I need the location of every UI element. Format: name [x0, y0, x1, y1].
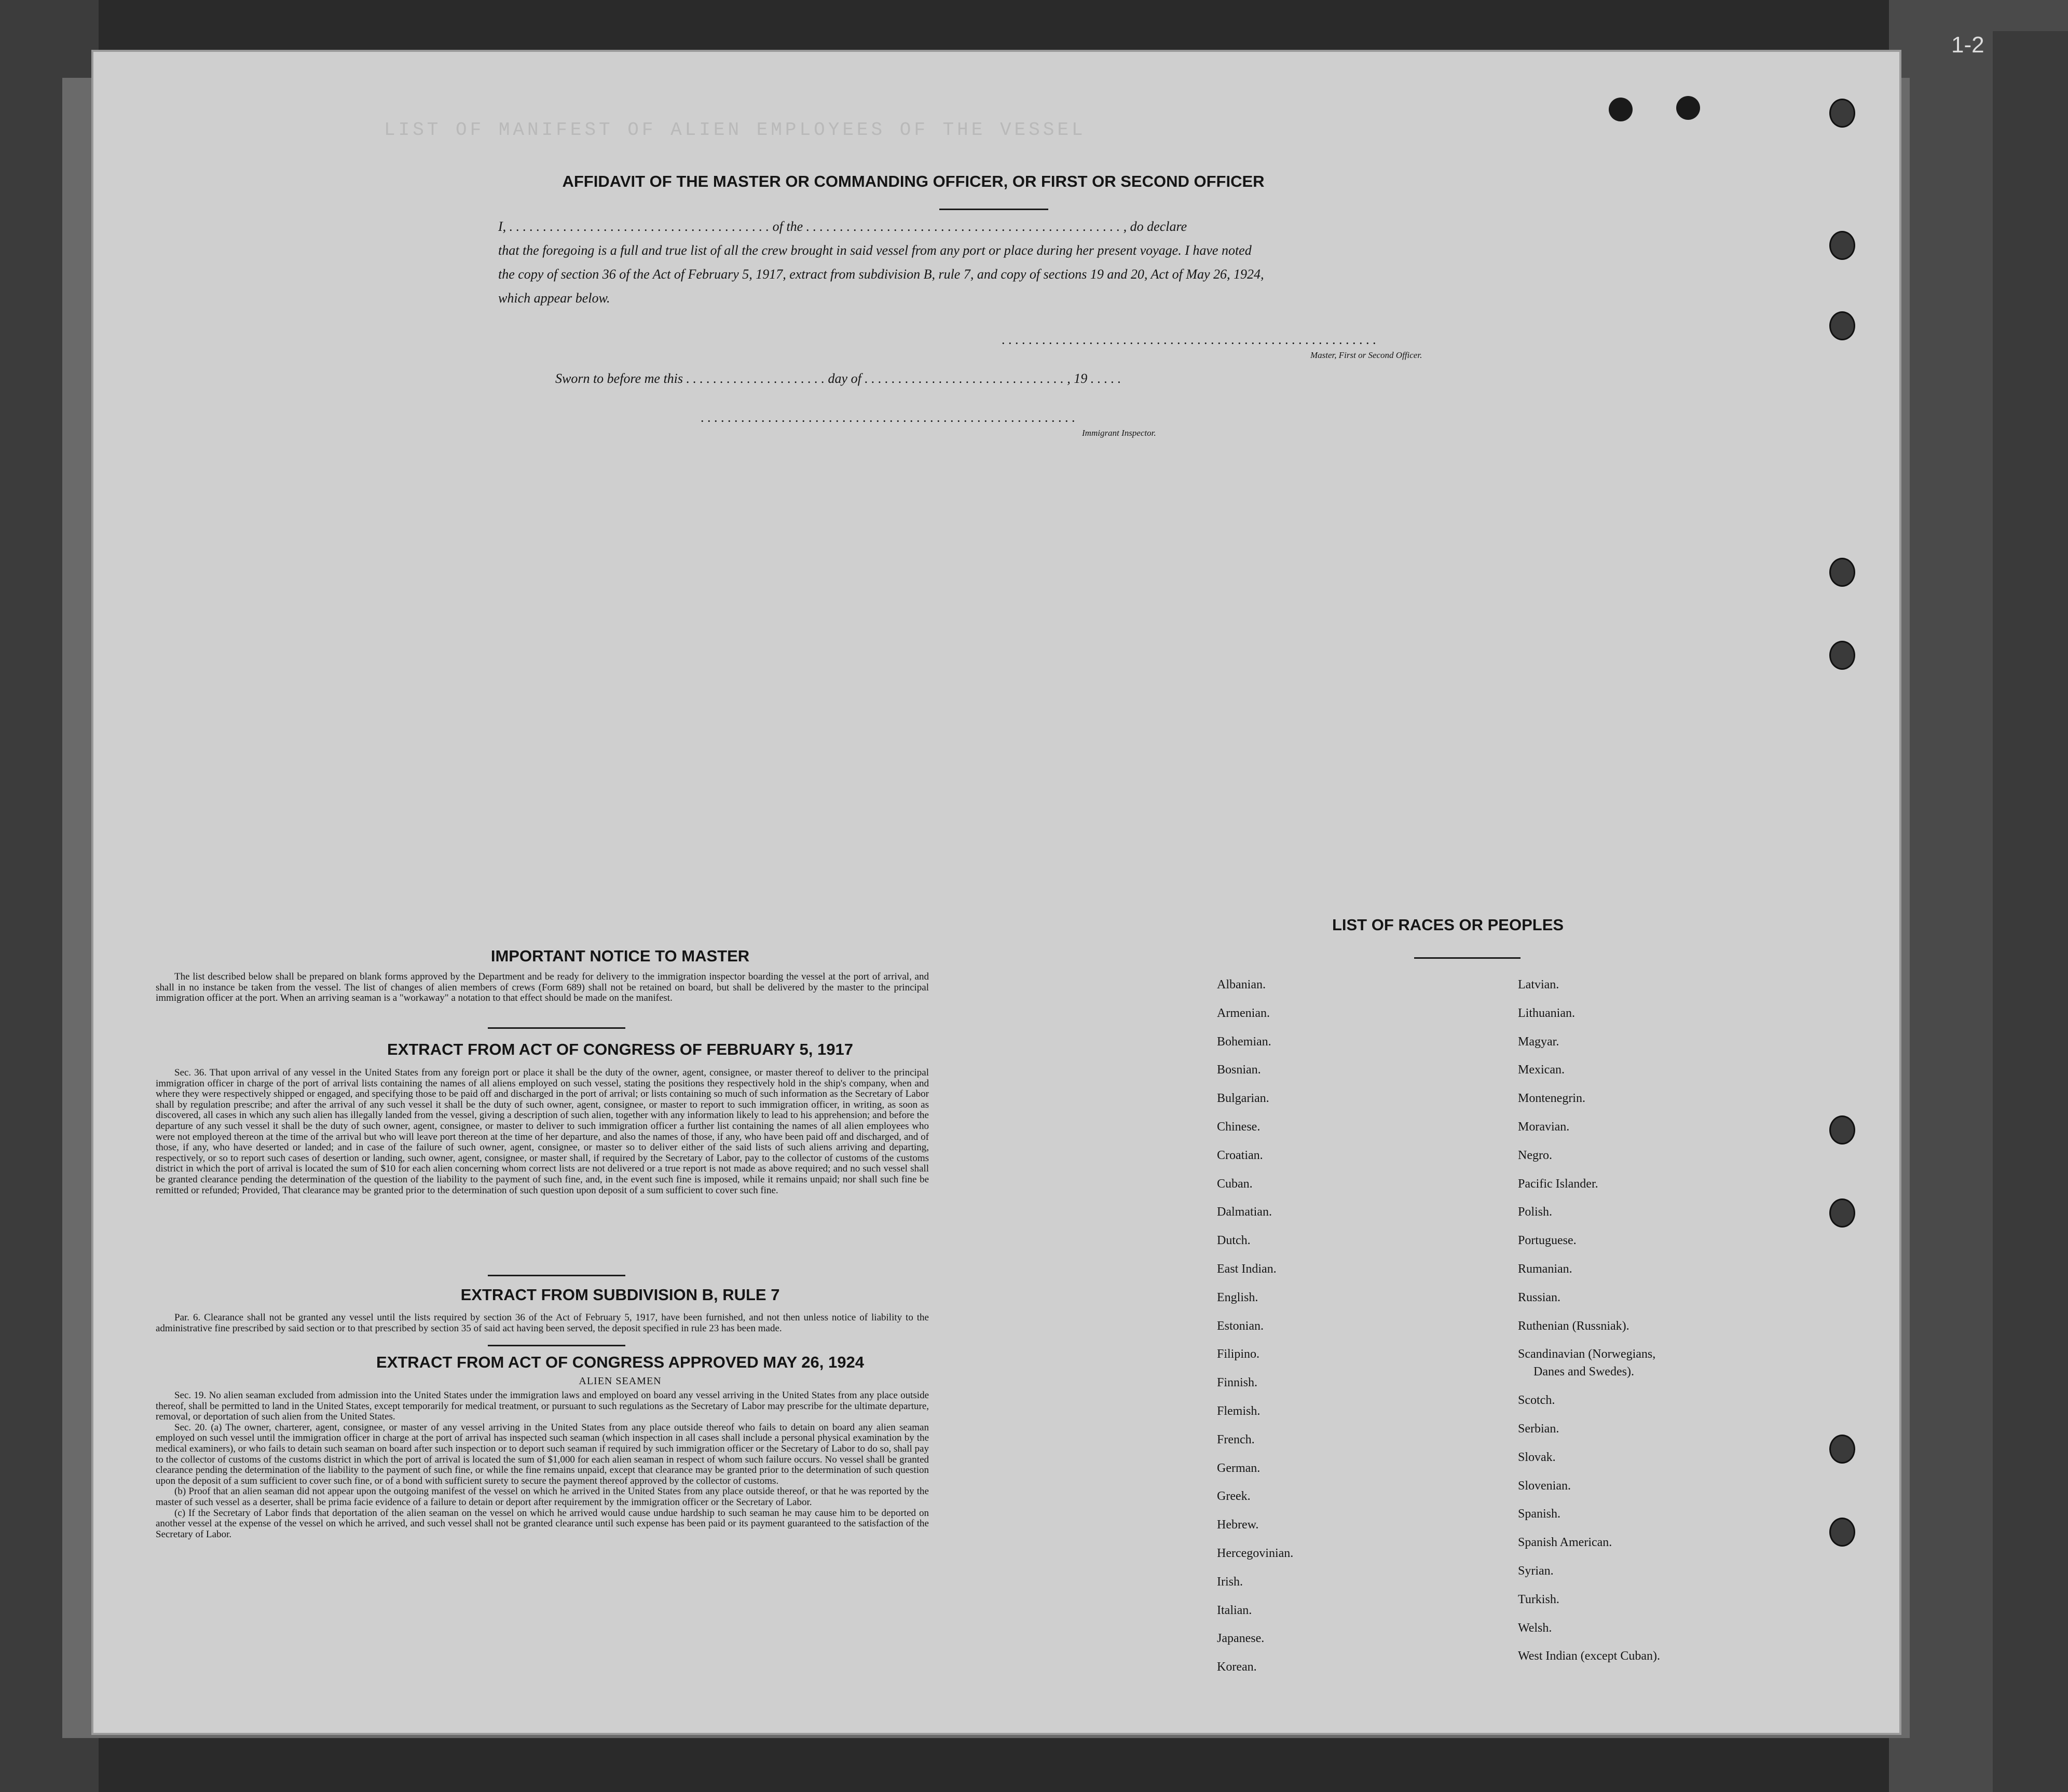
binder-hole [1829, 311, 1855, 340]
race-item: Estonian. [1217, 1319, 1264, 1333]
race-item: Dutch. [1217, 1234, 1251, 1248]
race-item: Chinese. [1217, 1120, 1261, 1134]
inspector-signature-label: Immigrant Inspector. [1082, 428, 1156, 438]
affidavit-title: AFFIDAVIT OF THE MASTER OR COMMANDING OFFICER, OR FIRST OR SECOND OFFICER [562, 172, 1265, 190]
sworn-line: Sworn to before me this . . . . . . . . . . . . . . . . . . . . . day of . . . . . . . . . . . . . . . . . . . . . . . . . . . . . . , 19 . . . . . [555, 371, 1121, 386]
scan-right-binder [1993, 31, 2068, 1792]
race-item: Scotch. [1518, 1394, 1555, 1408]
section-rule [488, 1345, 625, 1346]
races-rule [1414, 957, 1521, 959]
race-item: Flemish. [1217, 1404, 1261, 1418]
race-item: Ruthenian (Russniak). [1518, 1319, 1629, 1333]
inspector-signature-line: . . . . . . . . . . . . . . . . . . . . . . . . . . . . . . . . . . . . . . . . . . . . . . . . . . . . . . . . [701, 410, 1075, 425]
punch-hole [1609, 98, 1633, 121]
race-item: Serbian. [1518, 1422, 1559, 1436]
race-item: Greek. [1217, 1490, 1251, 1504]
race-item: Slovak. [1518, 1450, 1556, 1464]
affidavit-line3: the copy of section 36 of the Act of February 5, 1917, extract from subdivision B, rule 7, and copy of sections 19 and 20, Act of May 26, 1924, [498, 267, 1264, 282]
race-item: Finnish. [1217, 1376, 1258, 1390]
binder-hole [1829, 558, 1855, 587]
race-item: Welsh. [1518, 1621, 1552, 1635]
race-item: Italian. [1217, 1603, 1252, 1617]
master-signature-label: Master, First or Second Officer. [1310, 350, 1422, 360]
race-item: Magyar. [1518, 1035, 1559, 1049]
binder-hole [1829, 231, 1855, 260]
race-item: Polish. [1518, 1205, 1553, 1219]
extract-1924-text [156, 1390, 929, 1540]
race-item: Lithuanian. [1518, 1006, 1575, 1020]
binder-hole [1829, 1115, 1855, 1145]
race-item: Bosnian. [1217, 1063, 1261, 1077]
manifest-page [93, 52, 1899, 1733]
binder-hole [1829, 99, 1855, 128]
extract-1917-text: Sec. 36. That upon arrival of any vessel in the United States from any foreign port or place it shall be the duty of the owner, agent, consignee, or master thereof to deliver to the principal immigration officer in charge of the port of arrival lists containing the names of all aliens employed on such vessel, stating the positions they respectively hold in the ship's company, when and where they were respectively shipped or engaged, and specifying those to be paid off and discharged in the port of arrival; or lists containing so much of such information as the Secretary of Labor shall by regulation prescribe; and after the arrival of any such vessel it shall be the duty of such owner, agent, consignee, or master to report to such immigration officer, in writing, as soon as discovered, all cases in which any such alien has illegally landed from the vessel, giving a description of such alien, together with any information likely to lead to his apprehension; and before the departure of any such vessel it shall be the duty of such owner, agent, consignee, or master to deliver to such immigration officer a further list containing the names of all alien employees who were not employed thereon at the time of the arrival but who will leave port thereon at the time of her departure, and also the names of those, if any, who have been paid off and discharged, and of those, if any, who have deserted or landed; and in case of the failure of such owner, agent, consignee, or master so to deliver either of the said lists of such aliens arriving and departing, respectively, or so to report such cases of desertion or landing, such owner, agent, consignee, or master shall, if required by the Secretary of Labor, pay to the collector of customs of the customs district in which the port of arrival is located the sum of $10 for each alien concerning whom correct lists are not delivered or a true report is not made as above required; and no such vessel shall be granted clearance pending the determination of the question of the liability to the payment of such fine, and, in the event such fine is imposed, while it remains unpaid; nor shall such fine be remitted or refunded; Provided, That clearance may be granted prior to the determination of such question upon deposit of a sum sufficient to cover such fine. [156, 1067, 929, 1196]
sec-20c-text: (c) If the Secretary of Labor finds that deportation of the alien seaman on the vessel on which he arrived would cause undue hardship to such seaman he may cause him to be deported on another vessel at the expense of the vessel on which he arrived, and such vessel shall not be granted clearance until such expense has been paid or its payment guaranteed to the satisfaction of the Secretary of Labor. [156, 1507, 929, 1540]
race-item: Moravian. [1518, 1120, 1570, 1134]
race-item: Syrian. [1518, 1564, 1554, 1578]
race-item: Rumanian. [1518, 1262, 1572, 1276]
punch-hole [1676, 96, 1700, 120]
race-item: German. [1217, 1461, 1261, 1475]
binder-hole [1829, 1198, 1855, 1228]
race-item: Turkish. [1518, 1592, 1559, 1606]
alien-seamen-subtitle: ALIEN SEAMEN [579, 1375, 662, 1387]
race-item: Cuban. [1217, 1177, 1253, 1191]
race-item: Danes and Swedes). [1533, 1365, 1634, 1379]
notice-text: The list described below shall be prepared on blank forms approved by the Department and be ready for delivery to the immigration inspector boarding the vessel at the port of arrival, and shall in no instance be taken from the vessel. The list of changes of alien members of crews (Form 689) shall not be retained on board, but shall be delivered by the master to the principal immigration officer at the port. When an arriving seaman is a "workaway" a notation to that effect should be made on the manifest. [156, 971, 929, 1004]
race-item: Filipino. [1217, 1347, 1260, 1361]
master-signature-line: . . . . . . . . . . . . . . . . . . . . . . . . . . . . . . . . . . . . . . . . . . . . . . . . . . . . . . . . [1002, 332, 1376, 347]
race-item: Albanian. [1217, 978, 1266, 991]
binder-hole [1829, 1435, 1855, 1464]
affidavit-line1: I, . . . . . . . . . . . . . . . . . . . . . . . . . . . . . . . . . . . . . . . of the . . . . . . . . . . . . . . . . . . . . . . . . . . . . . . . . . . . . . . . . . . . . . . . , do declare [498, 219, 1187, 234]
extract-1917-title: EXTRACT FROM ACT OF CONGRESS OF FEBRUARY 5, 1917 [387, 1040, 853, 1058]
extract-1924-title: EXTRACT FROM ACT OF CONGRESS APPROVED MAY 26, 1924 [376, 1353, 864, 1371]
race-item: Bohemian. [1217, 1035, 1271, 1049]
race-item: Hebrew. [1217, 1518, 1259, 1532]
affidavit-line4: which appear below. [498, 291, 610, 306]
race-item: Portuguese. [1518, 1234, 1577, 1248]
race-item: East Indian. [1217, 1262, 1277, 1276]
sec-19-text: Sec. 19. No alien seaman excluded from admission into the United States under the immigration laws and employed on board any vessel arriving in the United States from any place outside thereof, shall be permitted to land in the United States, except temporarily for medical treatment, or pursuant to such regulations as the Secretary of Labor may prescribe for the ultimate departure, removal, or deportation of such alien from the United States. [156, 1390, 929, 1423]
race-item: Montenegrin. [1518, 1092, 1585, 1106]
race-item: Armenian. [1217, 1006, 1270, 1020]
race-item: Spanish. [1518, 1507, 1561, 1521]
race-item: Japanese. [1217, 1632, 1265, 1646]
section-rule [488, 1027, 625, 1029]
rule7-title: EXTRACT FROM SUBDIVISION B, RULE 7 [460, 1286, 780, 1304]
rule7-text: Par. 6. Clearance shall not be granted any vessel until the lists required by section 36 of the Act of February 5, 1917, have been furnished, and not then unless notice of liability to the administrative fine prescribed by said section or to that prescribed by section 35 of said act having been served, the deposit specified in rule 23 has been made. [156, 1312, 929, 1334]
binder-hole [1829, 641, 1855, 670]
section-rule [488, 1275, 625, 1276]
race-item: Dalmatian. [1217, 1205, 1272, 1219]
race-item: Scandinavian (Norwegians, [1518, 1347, 1656, 1361]
bleed-through-heading: LIST OF MANIFEST OF ALIEN EMPLOYEES OF THE VESSEL [384, 119, 1086, 141]
title-rule [939, 209, 1048, 210]
race-item: Hercegovinian. [1217, 1547, 1294, 1560]
race-item: Negro. [1518, 1148, 1552, 1162]
sec-20a-text: Sec. 20. (a) The owner, charterer, agent, consignee, or master of any vessel arriving in the United States from any place outside thereof who fails to detain on board any alien seaman employed on such vessel until the immigration officer in charge at the port of arrival has inspected such seaman (which inspection in all cases shall include a personal physical examination by the medical examiners), or who fails to detain such seaman on board after such inspection or to deport such seaman if required by such immigration officer or the Secretary of Labor to do so, shall pay to the collector of customs of the customs district in which the port of arrival is located the sum of $1,000 for each alien seaman in respect of whom such failure occurs. No vessel shall be granted clearance pending the determination of the liability to the payment of such fine, or while the fine remains unpaid, except that clearance may be granted prior to the determination of such question upon the deposit of a sum sufficient to cover such fine, or of a bond with sufficient surety to secure the payment thereof approved by the collector of customs. [156, 1422, 929, 1486]
race-item: Bulgarian. [1217, 1092, 1269, 1106]
binder-hole [1829, 1518, 1855, 1547]
race-item: Russian. [1518, 1290, 1561, 1304]
notice-title: IMPORTANT NOTICE TO MASTER [490, 947, 750, 965]
race-item: Korean. [1217, 1660, 1257, 1674]
race-item: Mexican. [1518, 1063, 1565, 1077]
race-item: Latvian. [1518, 978, 1559, 991]
races-title: LIST OF RACES OR PEOPLES [1332, 916, 1564, 934]
race-item: West Indian (except Cuban). [1518, 1649, 1660, 1663]
race-item: French. [1217, 1432, 1255, 1446]
race-item: Irish. [1217, 1575, 1243, 1589]
sec-20b-text: (b) Proof that an alien seaman did not appear upon the outgoing manifest of the vessel on which he arrived in the United States from any place outside thereof, or that he was reported by the master of such vessel as a deserter, shall be prima facie evidence of a failure to detain or deport after requirement by the immigration officer or the Secretary of Labor. [156, 1486, 929, 1508]
corner-note: 1-2 [1951, 32, 1984, 58]
race-item: Spanish American. [1518, 1536, 1612, 1550]
affidavit-line2: that the foregoing is a full and true list of all the crew brought in said vessel from any port or place during her present voyage. I have noted [498, 243, 1252, 258]
race-item: Croatian. [1217, 1148, 1263, 1162]
race-item: Slovenian. [1518, 1479, 1571, 1493]
race-item: Pacific Islander. [1518, 1177, 1598, 1191]
race-item: English. [1217, 1290, 1258, 1304]
